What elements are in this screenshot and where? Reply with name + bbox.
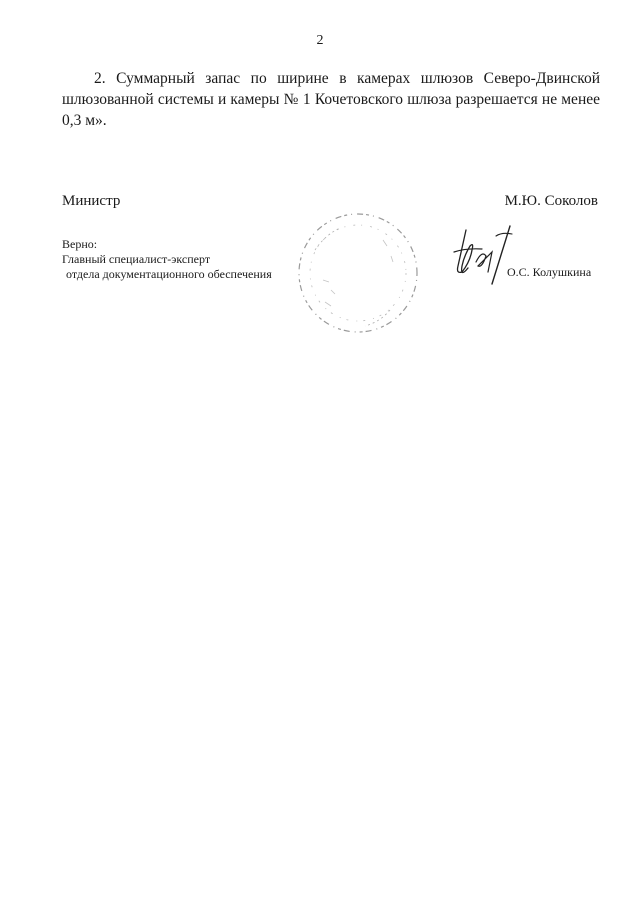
verification-position-line1: Главный специалист-эксперт <box>62 252 211 266</box>
minister-title: Министр <box>62 193 121 209</box>
verification-block <box>62 237 272 282</box>
handwritten-signature-icon <box>452 222 514 288</box>
page-number: 2 <box>316 33 324 48</box>
body-paragraph: 2. Суммарный запас по ширине в камерах шлюзов Северо-Двинской шлюзованной системы и камеры № 1 Кочетовского шлюза разрешается не менее 0,3 м». <box>62 70 600 129</box>
official-stamp-icon <box>295 210 421 336</box>
verification-position-line2: отдела документационного обеспечения <box>66 267 272 281</box>
signer-name: О.С. Колушкина <box>507 265 592 279</box>
verification-label: Верно: <box>62 237 98 251</box>
minister-name: М.Ю. Соколов <box>504 193 598 209</box>
